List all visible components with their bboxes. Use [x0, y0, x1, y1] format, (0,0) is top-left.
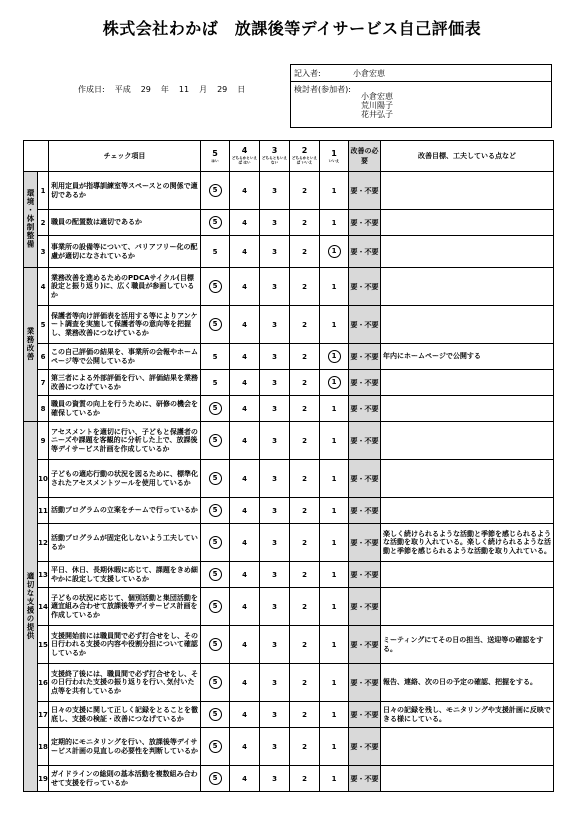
item-number: 8 [38, 396, 49, 422]
need-cell: 要・不要 [349, 524, 381, 562]
author-info-box [290, 64, 552, 128]
need-cell: 要・不要 [349, 728, 381, 766]
table-row [24, 562, 554, 588]
score-cell: 2 [290, 268, 320, 306]
score-cell: 4 [230, 524, 260, 562]
score-cell [201, 460, 230, 498]
score-cell [201, 588, 230, 626]
check-item-text: 業務改善を進めるためのPDCAサイクル(目標設定と振り返り)に、広く職員が参画しているか [49, 268, 201, 306]
score-cell: 1 [320, 460, 349, 498]
circled-score: 5 [209, 216, 222, 229]
score-cell: 4 [230, 460, 260, 498]
check-item-text: 活動プログラムが固定化しないよう工夫しているか [49, 524, 201, 562]
score-cell: 1 [320, 306, 349, 344]
score-cell: 1 [320, 498, 349, 524]
score-cell: 3 [260, 588, 290, 626]
score-cell: 3 [260, 344, 290, 370]
item-number: 19 [38, 766, 49, 792]
score-cell: 2 [290, 396, 320, 422]
score-cell: 3 [260, 460, 290, 498]
table-header-row [24, 141, 554, 172]
score-cell: 2 [290, 370, 320, 396]
item-number: 7 [38, 370, 49, 396]
circled-score: 1 [328, 245, 341, 258]
table-row [24, 236, 554, 268]
circled-score: 5 [209, 740, 222, 753]
check-item-text: 子どもの適応行動の状況を図るために、標準化されたアセスメントツールを使用しているか [49, 460, 201, 498]
score-cell: 4 [230, 664, 260, 702]
score-cell: 1 [320, 702, 349, 728]
check-item-text: 事業所の設備等について、バリアフリー化の配慮が適切になされているか [49, 236, 201, 268]
score-cell: 3 [260, 664, 290, 702]
score-cell: 4 [230, 702, 260, 728]
score-cell: 3 [260, 766, 290, 792]
reviewer-name: 荒川陽子 [361, 101, 393, 110]
table-row [24, 460, 554, 498]
check-item-text: アセスメントを適切に行い、子どもと保護者のニーズや課題を客観的に分析した上で、放課後等デイサービス計画を作成しているか [49, 422, 201, 460]
need-cell: 要・不要 [349, 498, 381, 524]
score-cell: 3 [260, 236, 290, 268]
score-cell [201, 664, 230, 702]
score-cell: 4 [230, 344, 260, 370]
score-cell: 3 [260, 562, 290, 588]
item-number: 12 [38, 524, 49, 562]
need-header: 改善の必要 [349, 141, 381, 172]
goal-note: 日々の記録を残し、モニタリングや支援計画に反映できる様にしている。 [381, 702, 554, 728]
table-row [24, 498, 554, 524]
item-number: 15 [38, 626, 49, 664]
circled-score: 5 [209, 280, 222, 293]
table-row [24, 422, 554, 460]
score-cell: 4 [230, 396, 260, 422]
score-cell: 2 [290, 172, 320, 210]
need-cell: 要・不要 [349, 562, 381, 588]
score-cell [201, 626, 230, 664]
score-cell [201, 728, 230, 766]
score-cell: 4 [230, 210, 260, 236]
score-cell: 3 [260, 422, 290, 460]
score-cell: 1 [320, 268, 349, 306]
check-item-text: 利用定員が指導訓練室等スペースとの関係で適切であるか [49, 172, 201, 210]
score-header: 2 どちらかといえば いいえ [290, 141, 320, 172]
score-cell: 3 [260, 728, 290, 766]
need-cell: 要・不要 [349, 422, 381, 460]
check-item-text: この自己評価の結果を、事業所の会報やホームページ等で公開しているか [49, 344, 201, 370]
table-row [24, 172, 554, 210]
goal-note [381, 370, 554, 396]
circled-score: 5 [209, 402, 222, 415]
need-cell: 要・不要 [349, 626, 381, 664]
reviewer-names [361, 92, 393, 119]
score-header: 4 どちらかといえば はい [230, 141, 260, 172]
goal-note [381, 562, 554, 588]
need-cell: 要・不要 [349, 766, 381, 792]
score-cell: 2 [290, 236, 320, 268]
check-item-text: 活動プログラムの立案をチームで行っているか [49, 498, 201, 524]
item-number: 6 [38, 344, 49, 370]
score-cell [201, 702, 230, 728]
goal-note: 年内にホームページで公開する [381, 344, 554, 370]
score-cell: 1 [320, 664, 349, 702]
goal-note [381, 210, 554, 236]
score-cell: 1 [320, 626, 349, 664]
score-cell: 4 [230, 370, 260, 396]
item-number: 4 [38, 268, 49, 306]
circled-score: 5 [209, 772, 222, 785]
score-cell: 3 [260, 702, 290, 728]
score-cell [320, 344, 349, 370]
score-cell [201, 498, 230, 524]
table-row [24, 210, 554, 236]
item-number: 10 [38, 460, 49, 498]
table-row [24, 766, 554, 792]
score-cell: 4 [230, 422, 260, 460]
item-number: 2 [38, 210, 49, 236]
score-cell: 2 [290, 422, 320, 460]
goal-note [381, 422, 554, 460]
score-cell [201, 210, 230, 236]
goal-note [381, 306, 554, 344]
goal-note [381, 728, 554, 766]
need-cell: 要・不要 [349, 306, 381, 344]
score-cell: 1 [320, 766, 349, 792]
goal-note: 楽しく続けられるような活動と季節を感じられるような活動を取り入れている。楽しく続けられるような活動と季節を感じられるような活動を取り入れている。 [381, 524, 554, 562]
score-cell: 5 [201, 344, 230, 370]
score-cell: 3 [260, 210, 290, 236]
score-cell [201, 396, 230, 422]
score-cell: 3 [260, 172, 290, 210]
item-number: 5 [38, 306, 49, 344]
table-row [24, 268, 554, 306]
circled-score: 5 [209, 600, 222, 613]
check-item-text: 第三者による外部評価を行い、評価結果を業務改善につなげているか [49, 370, 201, 396]
item-number: 18 [38, 728, 49, 766]
score-cell [201, 766, 230, 792]
recorder-name: 小倉宏恵 [353, 69, 385, 78]
need-cell: 要・不要 [349, 702, 381, 728]
check-item-text: 子どもの状況に応じて、個別活動と集団活動を適宜組み合わせて放課後等デイサービス計画を作成しているか [49, 588, 201, 626]
score-cell: 2 [290, 306, 320, 344]
score-cell: 2 [290, 702, 320, 728]
score-cell [201, 422, 230, 460]
check-item-text: 職員の配置数は適切であるか [49, 210, 201, 236]
goal-note [381, 588, 554, 626]
table-row [24, 728, 554, 766]
circled-score: 5 [209, 472, 222, 485]
score-cell: 1 [320, 422, 349, 460]
score-cell: 4 [230, 172, 260, 210]
check-item-text: 日々の支援に関して正しく記録をとることを徹底し、支援の検証・改善につなげているか [49, 702, 201, 728]
need-cell: 要・不要 [349, 664, 381, 702]
score-cell [201, 172, 230, 210]
score-cell: 2 [290, 210, 320, 236]
score-header: 1 いいえ [320, 141, 349, 172]
circled-score: 5 [209, 536, 222, 549]
evaluation-table [23, 140, 554, 792]
score-cell [201, 306, 230, 344]
need-cell: 要・不要 [349, 370, 381, 396]
table-row [24, 396, 554, 422]
check-item-text: 平日、休日、長期休暇に応じて、課題をきめ細やかに設定して支援しているか [49, 562, 201, 588]
need-cell: 要・不要 [349, 172, 381, 210]
circled-score: 5 [209, 676, 222, 689]
circled-score: 5 [209, 318, 222, 331]
item-number: 1 [38, 172, 49, 210]
goal-note [381, 766, 554, 792]
table-row [24, 370, 554, 396]
goal-note [381, 498, 554, 524]
circled-score: 5 [209, 708, 222, 721]
reviewers-label: 検討者(参加者): [294, 85, 351, 94]
table-row [24, 344, 554, 370]
item-number: 13 [38, 562, 49, 588]
section-label: 適切な支援の提供 [24, 422, 38, 792]
score-cell: 1 [320, 588, 349, 626]
score-cell: 2 [290, 664, 320, 702]
score-cell: 3 [260, 370, 290, 396]
score-cell: 1 [320, 524, 349, 562]
score-cell [201, 562, 230, 588]
score-cell: 4 [230, 236, 260, 268]
score-cell: 3 [260, 396, 290, 422]
need-cell: 要・不要 [349, 344, 381, 370]
need-cell: 要・不要 [349, 268, 381, 306]
score-cell: 2 [290, 524, 320, 562]
score-header: 3 どちらともいえない [260, 141, 290, 172]
score-cell: 2 [290, 562, 320, 588]
score-cell: 2 [290, 626, 320, 664]
score-cell: 1 [320, 562, 349, 588]
goal-note [381, 236, 554, 268]
section-label: 業務改善 [24, 268, 38, 422]
check-item-text: 支援開始前には職員間で必ず打合せをし、その日行われる支援の内容や役割分担について確認しているか [49, 626, 201, 664]
score-cell: 2 [290, 728, 320, 766]
score-cell: 4 [230, 766, 260, 792]
score-cell: 3 [260, 306, 290, 344]
table-row [24, 664, 554, 702]
recorder-label: 記入者: [294, 69, 321, 78]
item-number: 9 [38, 422, 49, 460]
score-header: 5 はい [201, 141, 230, 172]
need-cell: 要・不要 [349, 210, 381, 236]
check-item-header: チェック項目 [49, 141, 201, 172]
table-row [24, 306, 554, 344]
goal-note [381, 396, 554, 422]
score-cell: 1 [320, 172, 349, 210]
score-cell: 5 [201, 236, 230, 268]
score-cell [201, 524, 230, 562]
need-cell: 要・不要 [349, 588, 381, 626]
circled-score: 5 [209, 184, 222, 197]
creation-date: 作成日: 平成 29 年 11 月 29 日 [78, 85, 246, 94]
check-item-text: ガイドラインの総則の基本活動を複数組み合わせて支援を行っているか [49, 766, 201, 792]
table-row [24, 524, 554, 562]
need-cell: 要・不要 [349, 396, 381, 422]
score-cell [320, 236, 349, 268]
goal-note [381, 172, 554, 210]
goal-header: 改善目標、工夫している点など [381, 141, 554, 172]
circled-score: 5 [209, 504, 222, 517]
need-cell: 要・不要 [349, 460, 381, 498]
circled-score: 1 [328, 350, 341, 363]
score-cell: 5 [201, 370, 230, 396]
score-cell: 3 [260, 524, 290, 562]
score-cell: 4 [230, 562, 260, 588]
item-number: 11 [38, 498, 49, 524]
reviewer-name: 小倉宏恵 [361, 92, 393, 101]
goal-note: 報告、連絡、次の日の予定の確認、把握をする。 [381, 664, 554, 702]
check-item-text: 支援終了後には、職員間で必ず打合せをし、その日行われた支援の振り返りを行い､気付いた点等を共有しているか [49, 664, 201, 702]
score-cell [201, 268, 230, 306]
reviewer-name: 花井弘子 [361, 110, 393, 119]
table-row [24, 588, 554, 626]
score-cell: 3 [260, 626, 290, 664]
item-number: 17 [38, 702, 49, 728]
score-cell: 4 [230, 268, 260, 306]
score-cell: 2 [290, 498, 320, 524]
score-cell: 4 [230, 498, 260, 524]
need-cell: 要・不要 [349, 236, 381, 268]
score-cell: 2 [290, 344, 320, 370]
score-cell: 1 [320, 728, 349, 766]
table-row [24, 626, 554, 664]
check-item-text: 定期的にモニタリングを行い、放課後等デイサービス計画の見直しの必要性を判断しているか [49, 728, 201, 766]
goal-note [381, 268, 554, 306]
goal-note: ミーティングにてその日の担当、送迎等の確認をする。 [381, 626, 554, 664]
circled-score: 5 [209, 568, 222, 581]
score-cell: 3 [260, 498, 290, 524]
score-cell: 4 [230, 626, 260, 664]
circled-score: 5 [209, 638, 222, 651]
item-number: 16 [38, 664, 49, 702]
score-cell: 2 [290, 460, 320, 498]
check-item-text: 保護者等向け評価表を活用する等によりアンケート調査を実施して保護者等の意向等を把握し、業務改善につなげているか [49, 306, 201, 344]
score-cell [320, 370, 349, 396]
score-cell: 1 [320, 396, 349, 422]
check-item-text: 職員の資質の向上を行うために、研修の機会を確保しているか [49, 396, 201, 422]
item-number: 3 [38, 236, 49, 268]
score-cell: 4 [230, 306, 260, 344]
section-label: 環境・体制整備 [24, 172, 38, 268]
score-cell: 2 [290, 588, 320, 626]
circled-score: 1 [328, 376, 341, 389]
goal-note [381, 460, 554, 498]
score-cell: 4 [230, 728, 260, 766]
score-cell: 2 [290, 766, 320, 792]
score-cell: 4 [230, 588, 260, 626]
circled-score: 5 [209, 434, 222, 447]
page-title: 株式会社わかば 放課後等デイサービス自己評価表 [102, 19, 482, 38]
item-number: 14 [38, 588, 49, 626]
score-cell: 1 [320, 210, 349, 236]
table-row [24, 702, 554, 728]
score-cell: 3 [260, 268, 290, 306]
